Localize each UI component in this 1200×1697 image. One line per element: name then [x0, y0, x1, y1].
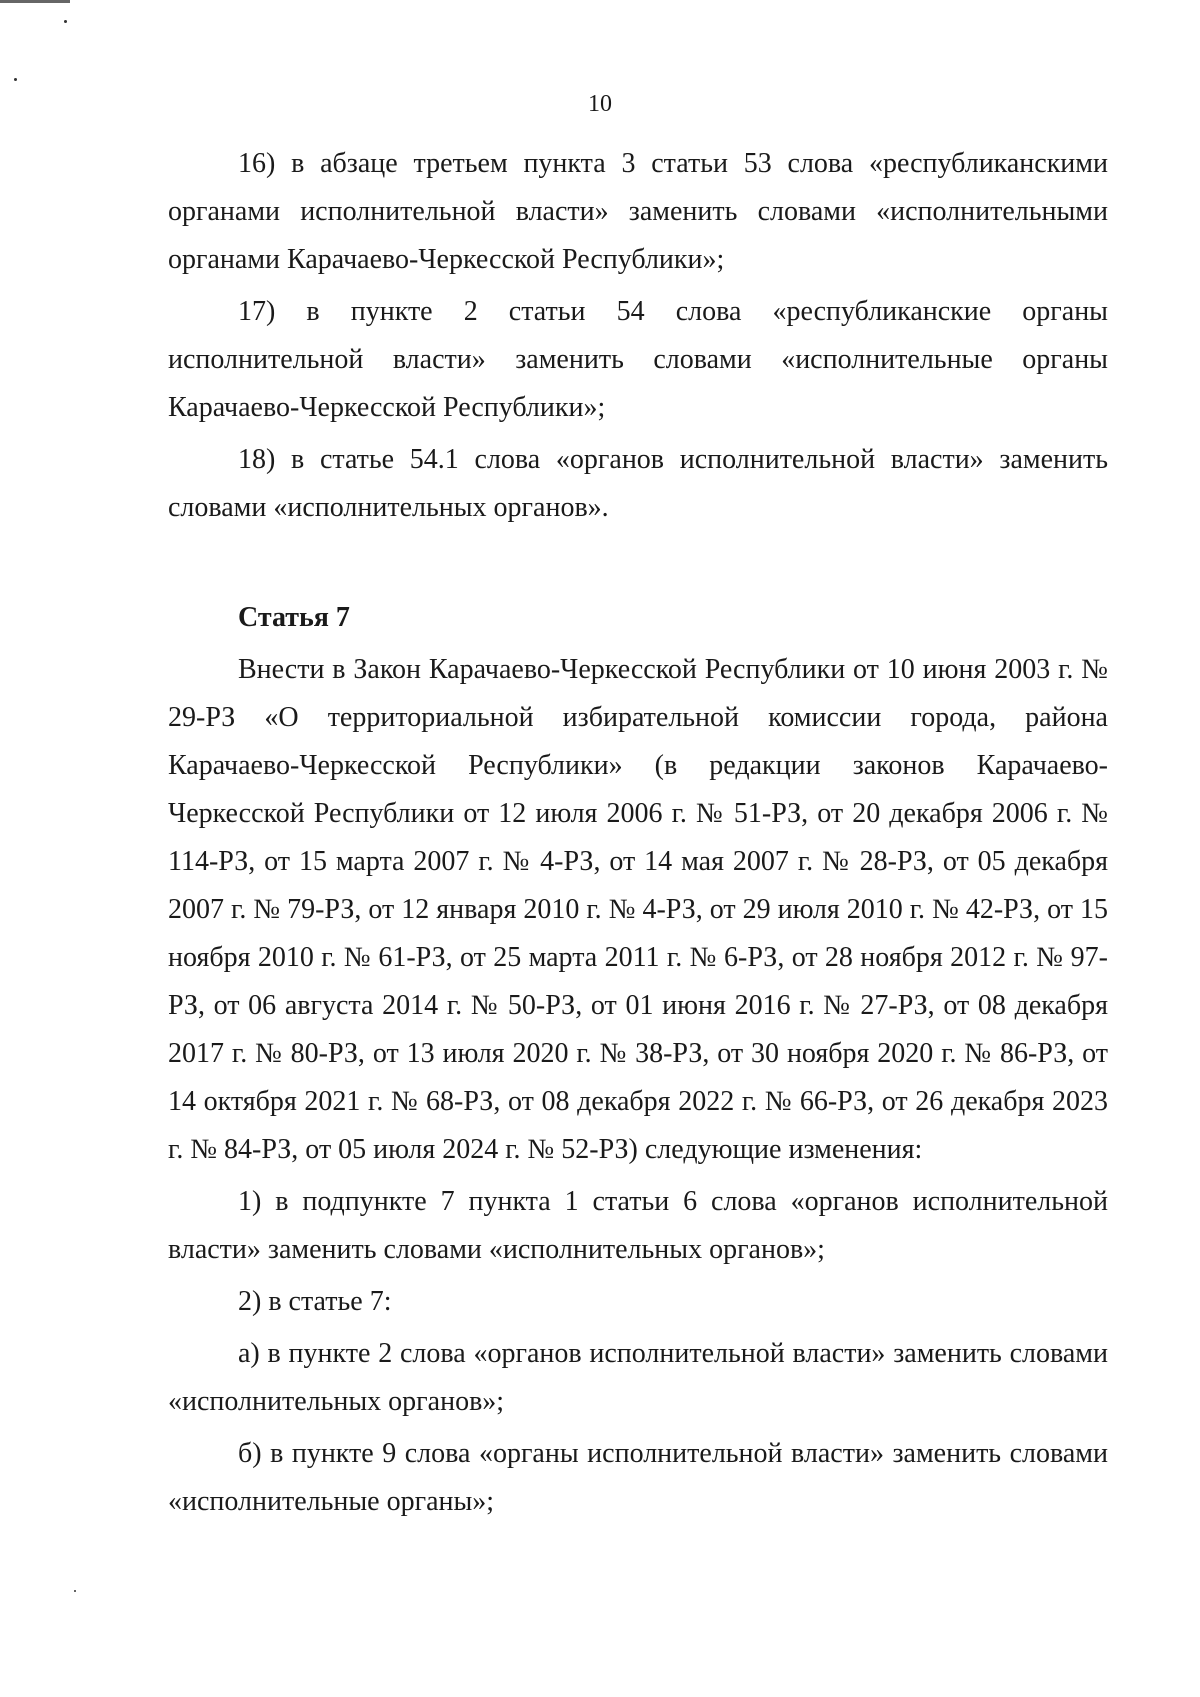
- subitem-b-paragraph: б) в пункте 9 слова «органы исполнительной власти» заменить словами «исполнительные органы»;: [168, 1438, 1108, 1517]
- page-number: 10: [588, 91, 612, 117]
- document-body: [168, 140, 1108, 1530]
- scan-artifact-dot: [74, 1590, 76, 1592]
- article-intro-paragraph: Внести в Закон Карачаево-Черкесской Республики от 10 июня 2003 г. № 29-РЗ «О территориальной избирательной комиссии города, района Карачаево-Черкесской Республики» (в редакции законов Карачаево-Черкесской Республики от 12 июля 2006 г. № 51-РЗ, от 20 декабря 2006 г. № 114-РЗ, от 15 марта 2007 г. № 4-РЗ, от 14 мая 2007 г. № 28-РЗ, от 05 декабря 2007 г. № 79-РЗ, от 12 января 2010 г. № 4-РЗ, от 29 июля 2010 г. № 42-РЗ, от 15 ноября 2010 г. № 61-РЗ, от 25 марта 2011 г. № 6-РЗ, от 28 ноября 2012 г. № 97-РЗ, от 06 августа 2014 г. № 50-РЗ, от 01 июня 2016 г. № 27-РЗ, от 08 декабря 2017 г. № 80-РЗ, от 13 июля 2020 г. № 38-РЗ, от 30 ноября 2020 г. № 86-РЗ, от 14 октября 2021 г. № 68-РЗ, от 08 декабря 2022 г. № 66-РЗ, от 26 декабря 2023 г. № 84-РЗ, от 05 июля 2024 г. № 52-РЗ) следующие изменения:: [168, 654, 1108, 1165]
- item-2-paragraph: 2) в статье 7:: [238, 1286, 392, 1317]
- paragraph-18: 18) в статье 54.1 слова «органов исполнительной власти» заменить словами «исполнительных органов».: [168, 444, 1108, 523]
- scan-artifact-dot: [14, 78, 17, 81]
- scan-artifact-dot: [64, 20, 67, 23]
- scan-artifact-line: [0, 0, 70, 3]
- subitem-a-paragraph: а) в пункте 2 слова «органов исполнительной власти» заменить словами «исполнительных органов»;: [168, 1338, 1108, 1417]
- paragraph-16: 16) в абзаце третьем пункта 3 статьи 53 слова «республиканскими органами исполнительной власти» заменить словами «исполнительными органами Карачаево-Черкесской Республики»;: [168, 148, 1108, 275]
- paragraph-17: 17) в пункте 2 статьи 54 слова «республиканские органы исполнительной власти» заменить словами «исполнительные органы Карачаево-Черкесской Республики»;: [168, 296, 1108, 423]
- item-1-paragraph: 1) в подпункте 7 пункта 1 статьи 6 слова «органов исполнительной власти» заменить словами «исполнительных органов»;: [168, 1186, 1108, 1265]
- article-heading: Статья 7: [238, 602, 350, 633]
